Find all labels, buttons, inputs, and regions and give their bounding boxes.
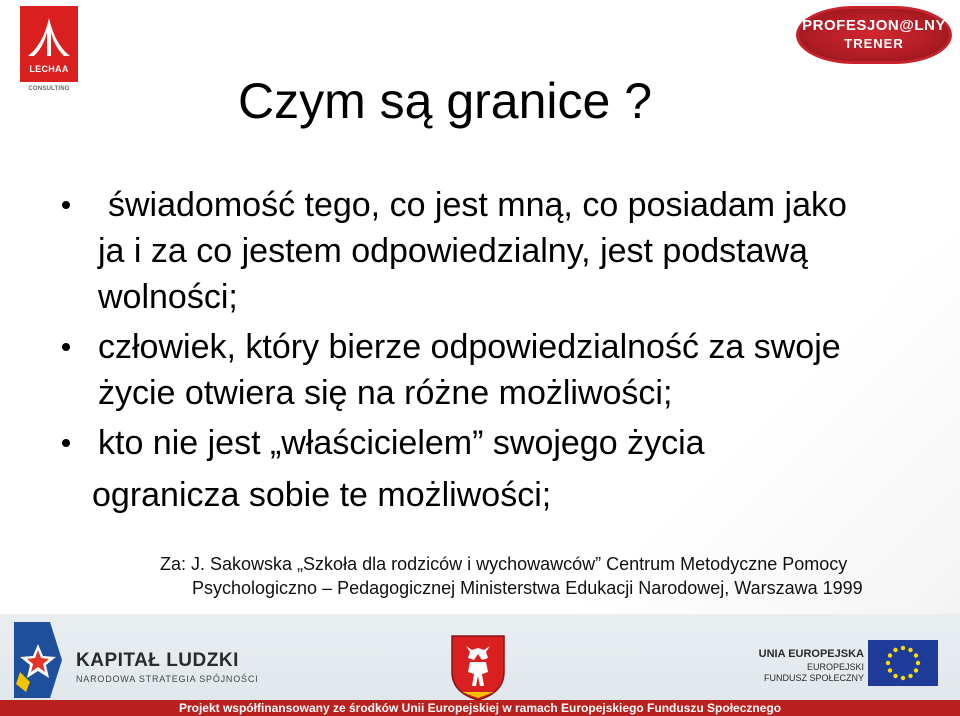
- trener-logo-line2: TRENER: [844, 36, 904, 51]
- trener-logo-ring: [796, 6, 952, 64]
- eu-stars-icon: [868, 640, 938, 686]
- bullet-item: [62, 420, 882, 466]
- kapital-ludzki-star-icon: [10, 620, 66, 700]
- bullet-text: człowiek, który bierze odpowiedzialność za swoje życie otwiera się na różne możliwości;: [98, 328, 841, 412]
- source-line-2: Psychologiczno – Pedagogicznej Ministerstwa Edukacji Narodowej, Warszawa 1999: [192, 578, 863, 598]
- kapital-ludzki-sub: NARODOWA STRATEGIA SPÓJNOŚCI: [76, 674, 259, 684]
- profesjonalny-trener-logo: [796, 6, 952, 66]
- bullet-continuation: ogranicza sobie te możliwości;: [92, 476, 552, 514]
- bullet-dot-icon: [62, 343, 70, 351]
- cofinancing-banner: [0, 700, 960, 716]
- eu-name: UNIA EUROPEJSKA: [758, 648, 864, 660]
- eu-fund-line-1: EUROPEJSKI: [806, 662, 864, 672]
- bullet-text: kto nie jest „właścicielem” swojego życia: [98, 424, 705, 462]
- lubelskie-crest-icon: [448, 632, 508, 702]
- eu-fund: [738, 662, 864, 684]
- footer: [0, 614, 960, 716]
- kapital-ludzki-name: KAPITAŁ LUDZKI: [76, 650, 239, 671]
- lechaa-logo: [20, 6, 78, 96]
- bullet-dot-icon: [62, 201, 70, 209]
- trener-logo-line1: PROFESJON@LNY: [802, 17, 946, 34]
- lechaa-tower-icon: [20, 6, 78, 62]
- lechaa-logo-box: [20, 6, 78, 82]
- bullet-dot-icon: [62, 439, 70, 447]
- lechaa-brand: LECHAA: [29, 64, 69, 74]
- lechaa-sub: CONSULTING: [28, 86, 70, 92]
- source-line-1: J. Sakowska „Szkoła dla rodziców i wychowawców” Centrum Metodyczne Pomocy: [186, 554, 848, 574]
- bullet-item: [62, 324, 882, 416]
- bullet-item: [62, 182, 882, 320]
- slide-title: Czym są granice ?: [238, 73, 653, 129]
- source-prefix: Za:: [160, 554, 187, 574]
- eu-flag-icon: [868, 640, 938, 686]
- cofinancing-banner-text: Projekt współfinansowany ze środków Unii Europejskiej w ramach Europejskiego Funduszu Społecznego: [178, 701, 782, 715]
- bullet-list: [62, 182, 882, 470]
- source-citation: [160, 552, 920, 600]
- bullet-text: świadomość tego, co jest mną, co posiadam jako ja i za co jestem odpowiedzialny, jest podstawą wolności;: [98, 186, 847, 316]
- eu-fund-line-2: FUNDUSZ SPOŁECZNY: [763, 673, 864, 683]
